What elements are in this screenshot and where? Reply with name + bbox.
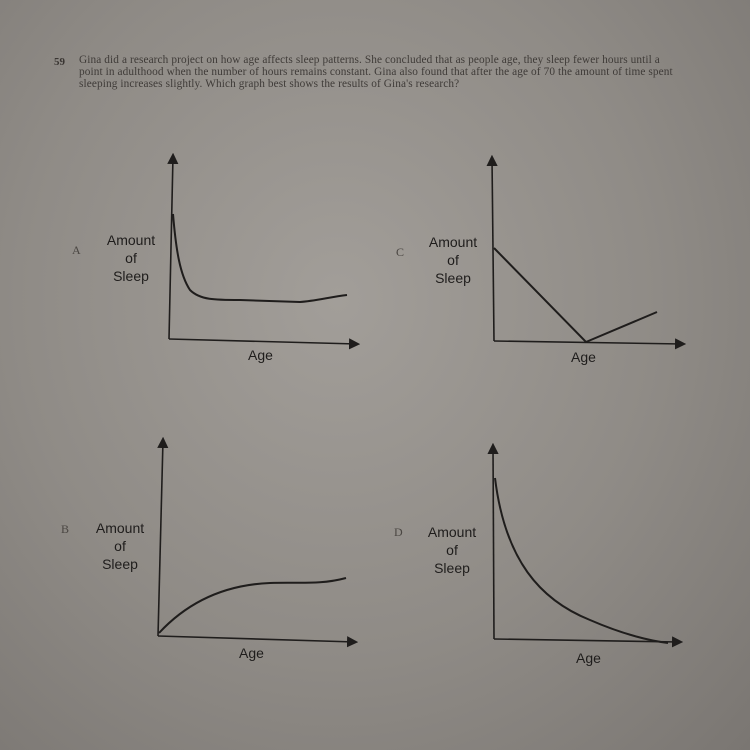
choice-a-xlabel: Age bbox=[248, 347, 273, 363]
graph-b-y-axis bbox=[158, 440, 163, 636]
choice-b-ylabel-line2: of bbox=[114, 538, 126, 554]
choice-c-ylabel-line1: Amount bbox=[428, 234, 478, 250]
choice-d-ylabel bbox=[419, 523, 485, 577]
choice-b-xlabel: Age bbox=[239, 645, 264, 661]
graph-d-y-axis bbox=[493, 446, 494, 639]
question-number: 59 bbox=[54, 56, 65, 68]
graph-c-y-axis bbox=[492, 158, 494, 341]
graph-d bbox=[493, 446, 680, 643]
choice-a-ylabel-line1: Amount bbox=[106, 232, 156, 248]
graph-a-y-axis bbox=[169, 156, 173, 339]
question-text: Gina did a research project on how age affects sleep patterns. She concluded that as people age, they sleep fewer hours until a point in adulthood when the number of hours remains constant. Gina also found that after the age of 70 the amount of time spent sleeping increases slightly. Which graph best shows the results of Gina's research? bbox=[79, 54, 673, 90]
graph-a-curve bbox=[173, 214, 347, 302]
choice-b-ylabel-line3: Sleep bbox=[102, 556, 138, 572]
choice-d-ylabel-line1: Amount bbox=[427, 524, 477, 540]
choice-c-xlabel: Age bbox=[571, 349, 596, 365]
choice-a-ylabel-line3: Sleep bbox=[113, 268, 149, 284]
graph-b bbox=[158, 440, 355, 642]
graph-c bbox=[492, 158, 683, 344]
graph-a-x-axis bbox=[169, 339, 357, 344]
graph-b-x-axis bbox=[158, 636, 355, 642]
choice-d-ylabel-line2: of bbox=[446, 542, 458, 558]
graph-d-curve bbox=[495, 478, 668, 643]
choice-c-ylabel-line3: Sleep bbox=[435, 270, 471, 286]
choice-c-ylabel-line2: of bbox=[447, 252, 459, 268]
choice-b-letter: B bbox=[61, 522, 70, 536]
choice-d-ylabel-line3: Sleep bbox=[434, 560, 470, 576]
choice-a-letter: A bbox=[72, 243, 81, 257]
choice-d-letter: D bbox=[394, 525, 403, 539]
graph-b-curve bbox=[159, 578, 346, 633]
choice-d-xlabel: Age bbox=[576, 650, 601, 666]
graph-a bbox=[169, 156, 357, 344]
graph-c-curve bbox=[494, 248, 657, 342]
choice-c-ylabel bbox=[420, 233, 486, 287]
choice-a-ylabel-line2: of bbox=[125, 250, 137, 266]
choice-a-ylabel bbox=[98, 231, 164, 285]
choice-b-ylabel-line1: Amount bbox=[95, 520, 145, 536]
choice-c-letter: C bbox=[396, 245, 405, 259]
choice-b-ylabel bbox=[86, 519, 154, 573]
